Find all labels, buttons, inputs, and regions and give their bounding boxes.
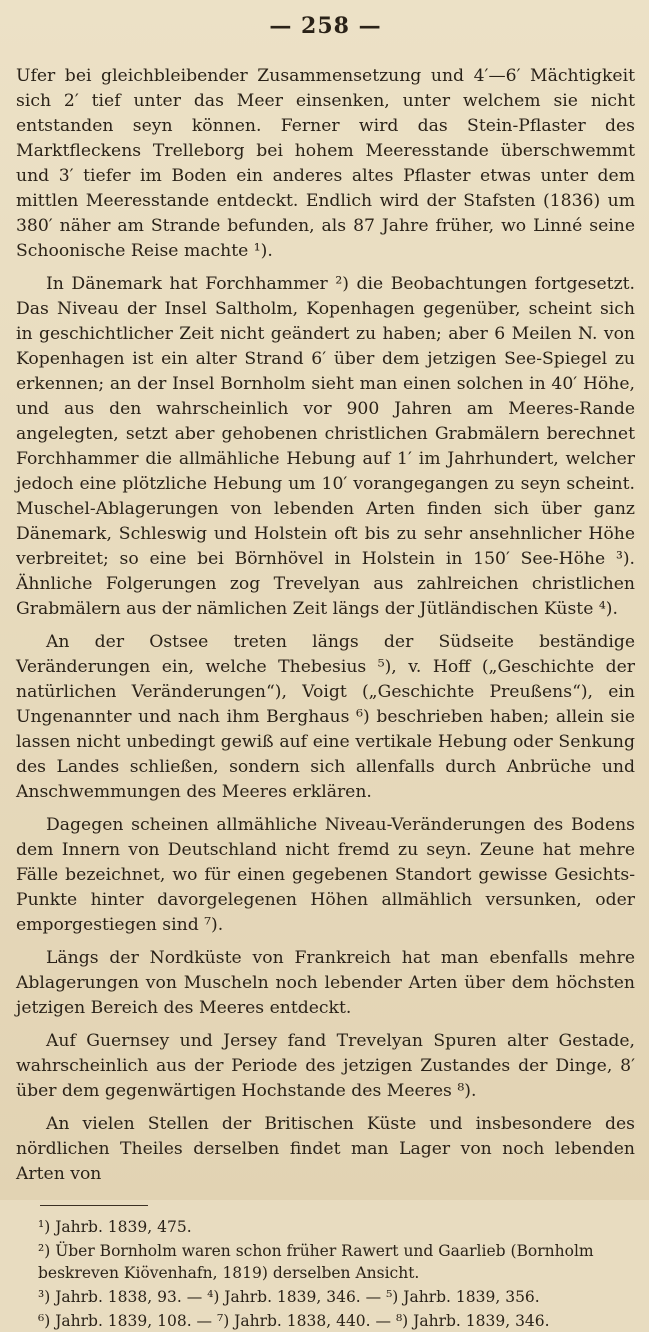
paragraph-7: An vielen Stellen der Britischen Küste und insbesondere des nördlichen Theiles derselben findet man Lager von noch lebenden Arten von	[16, 1114, 635, 1184]
footnote-divider	[40, 1205, 148, 1206]
footnote-2: ²) Über Bornholm waren schon früher Rawert und Gaarlieb (Bornholm beskreven Kiövenhafn, 1819) derselben Ansicht.	[38, 1242, 594, 1282]
page-number: — 258 —	[269, 13, 382, 39]
paragraph-6: Auf Guernsey und Jersey fand Trevelyan Spuren alter Gestade, wahrscheinlich aus der Periode des jetzigen Zustandes der Dinge, 8′ über dem gegenwärtigen Hochstande des Meeres ⁸).	[16, 1031, 635, 1101]
paragraph-4: Dagegen scheinen allmähliche Niveau-Veränderungen des Bodens dem Innern von Deutschland nicht fremd zu seyn. Zeune hat mehre Fälle bezeichnet, wo für einen gegebenen Standort gewisse Gesichts-Punkte hinter davorgelegenen Höhen allmählich versunken, oder emporgestiegen sind ⁷).	[16, 815, 635, 935]
paragraph-3: An der Ostsee treten längs der Südseite beständige Veränderungen ein, welche Thebesius ⁵), v. Hoff („Geschichte der natürlichen Veränderungen“), Voigt („Geschichte Preußens“), ein Ungenannter und nach ihm Berghaus ⁶) beschrieben haben; allein sie lassen nicht unbedingt gewiß auf eine vertikale Hebung oder Senkung des Landes schließen, sondern sich allenfalls durch Anbrüche und Anschwemmungen des Meeres erklären.	[16, 632, 635, 802]
footnote-4: ⁶) Jahrb. 1839, 108. — ⁷) Jahrb. 1838, 440. — ⁸) Jahrb. 1839, 346.	[38, 1312, 550, 1330]
paragraph-1: Ufer bei gleichbleibender Zusammensetzung und 4′—6′ Mächtigkeit sich 2′ tief unter das Meer einsenken, unter welchem sie nicht entstanden seyn können. Ferner wird das Stein-Pflaster des Marktfleckens Trelleborg bei hohem Meeresstande überschwemmt und 3′ tiefer im Boden ein anderes altes Pflaster etwas unter dem mittlen Meeresstande entdeckt. Endlich wird der Stafsten (1836) um 380′ näher am Strande befunden, als 87 Jahre früher, wo Linné seine Schoonische Reise machte ¹).	[16, 66, 635, 261]
footnote-3: ³) Jahrb. 1838, 93. — ⁴) Jahrb. 1839, 346. — ⁵) Jahrb. 1839, 356.	[38, 1288, 540, 1306]
paragraph-2: In Dänemark hat Forchhammer ²) die Beobachtungen fortgesetzt. Das Niveau der Insel Saltholm, Kopenhagen gegenüber, scheint sich in geschichtlicher Zeit nicht geändert zu haben; aber 6 Meilen N. von Kopenhagen ist ein alter Strand 6′ über dem jetzigen See-Spiegel zu erkennen; an der Insel Bornholm sieht man einen solchen in 40′ Höhe, und aus den wahrscheinlich vor 900 Jahren am Meeres-Rande angelegten, setzt aber gehobenen christlichen Grabmälern berechnet Forchhammer die allmähliche Hebung auf 1′ im Jahrhundert, welcher jedoch eine plötzliche Hebung um 10′ vorangegangen zu seyn scheint. Muschel-Ablagerungen von lebenden Arten finden sich über ganz Dänemark, Schleswig und Holstein oft bis zu sehr ansehnlicher Höhe verbreitet; so eine bei Börnhövel in Holstein in 150′ See-Höhe ³). Ähnliche Folgerungen zog Trevelyan aus zahlreichen christlichen Grabmälern aus der nämlichen Zeit längs der Jütländischen Küste ⁴).	[16, 274, 635, 619]
footnote-1: ¹) Jahrb. 1839, 475.	[38, 1218, 192, 1236]
paragraph-5: Längs der Nordküste von Frankreich hat man ebenfalls mehre Ablagerungen von Muscheln noch lebender Arten über dem höchsten jetzigen Bereich des Meeres entdeckt.	[16, 948, 635, 1018]
